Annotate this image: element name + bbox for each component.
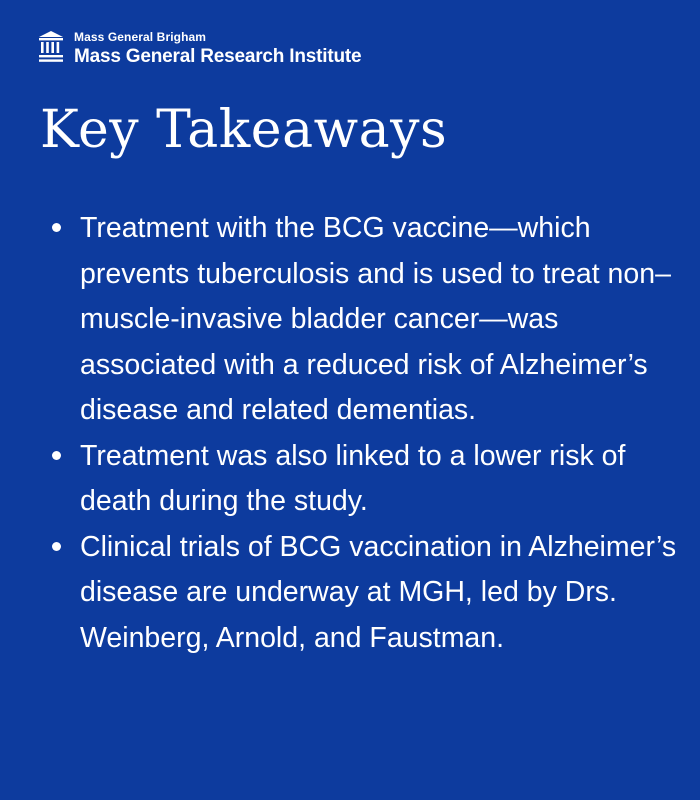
takeaways-list (80, 206, 680, 661)
page-title: Key Takeaways (40, 100, 448, 160)
bullet-icon (52, 223, 61, 232)
list-item (80, 525, 680, 662)
institute-name: Mass General Research Institute (74, 45, 362, 67)
org-lines (74, 31, 361, 66)
takeaway-text: Treatment was also linked to a lower risk of death during the study. (80, 439, 626, 517)
bullet-icon (52, 542, 61, 551)
bullet-icon (52, 451, 61, 460)
header (38, 30, 361, 66)
takeaway-text: Clinical trials of BCG vaccination in Alzheimer’s disease are underway at MGH, led by Drs. Weinberg, Arnold, and Faustman. (80, 530, 677, 654)
building-columns-icon (38, 30, 64, 66)
takeaway-text: Treatment with the BCG vaccine—which prevents tuberculosis and is used to treat non–muscle-invasive bladder cancer—was associated with a reduced risk of Alzheimer’s disease and related dementias. (80, 212, 671, 426)
list-item (80, 434, 680, 525)
list-item (80, 206, 680, 434)
parent-org-name: Mass General Brigham (74, 29, 207, 44)
